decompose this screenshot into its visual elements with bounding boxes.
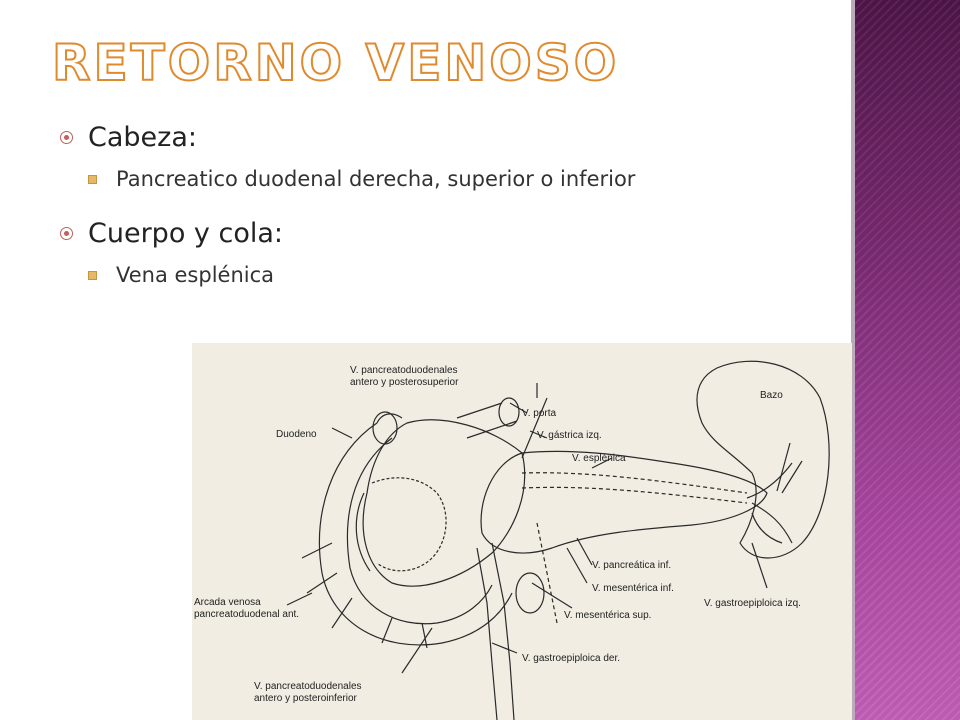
label-duodeno: Duodeno <box>276 429 317 440</box>
square-bullet-icon <box>88 271 97 280</box>
sub-bullet-pancreatico <box>60 164 700 194</box>
label-mesenterica-inf: V. mesentérica inf. <box>592 583 674 594</box>
circle-bullet-icon <box>60 227 73 240</box>
label-pd-sup-1: V. pancreatoduodenales <box>350 365 458 376</box>
label-arcada-2: pancreatoduodenal ant. <box>194 609 300 620</box>
bullet-cabeza <box>60 120 700 156</box>
label-pd-sup-2: antero y posterosuperior <box>350 377 459 388</box>
label-gastroepiploica-der: V. gastroepiploica der. <box>522 653 621 664</box>
label-bazo: Bazo <box>760 390 783 401</box>
label-pancreatica-inf: V. pancreática inf. <box>592 560 672 571</box>
anatomy-figure <box>192 343 852 720</box>
label-porta: V. porta <box>522 408 557 419</box>
label-esplenica: V. esplénica <box>572 453 626 464</box>
sup-mesenteric-vein <box>477 543 514 720</box>
pancreas-head-shape <box>363 420 524 586</box>
splenic-vein <box>522 473 747 503</box>
bullet-label: Cuerpo y cola: <box>88 218 283 249</box>
label-pd-inf-1: V. pancreatoduodenales <box>254 681 362 692</box>
pancreas-venous-diagram <box>192 343 852 720</box>
arcade-venosa <box>372 478 446 571</box>
label-mesenterica-sup: V. mesentérica sup. <box>564 610 652 621</box>
sup-mesenteric-artery-section <box>516 573 544 613</box>
label-pd-inf-2: antero y posteroinferior <box>254 693 357 704</box>
sub-bullet-text: Vena esplénica <box>116 263 275 287</box>
square-bullet-icon <box>88 175 97 184</box>
circle-bullet-icon <box>60 131 73 144</box>
bullet-cuerpo-cola <box>60 216 700 252</box>
label-gastrica: V. gástrica izq. <box>537 430 602 441</box>
sub-bullet-esplenica <box>60 260 700 290</box>
portal-vein-end <box>499 398 519 426</box>
duodenum-inner <box>347 438 492 624</box>
bullet-label: Cabeza: <box>88 122 197 153</box>
sub-bullet-text: Pancreatico duodenal derecha, superior o inferior <box>116 167 636 191</box>
label-gastroepiploica-izq: V. gastroepiploica izq. <box>704 598 801 609</box>
portal-vein <box>457 403 517 438</box>
decorative-side-band <box>855 0 960 720</box>
label-arcada-1: Arcada venosa <box>194 597 261 608</box>
bullet-list <box>60 120 700 290</box>
slide-title: RETORNO VENOSO <box>52 34 620 92</box>
